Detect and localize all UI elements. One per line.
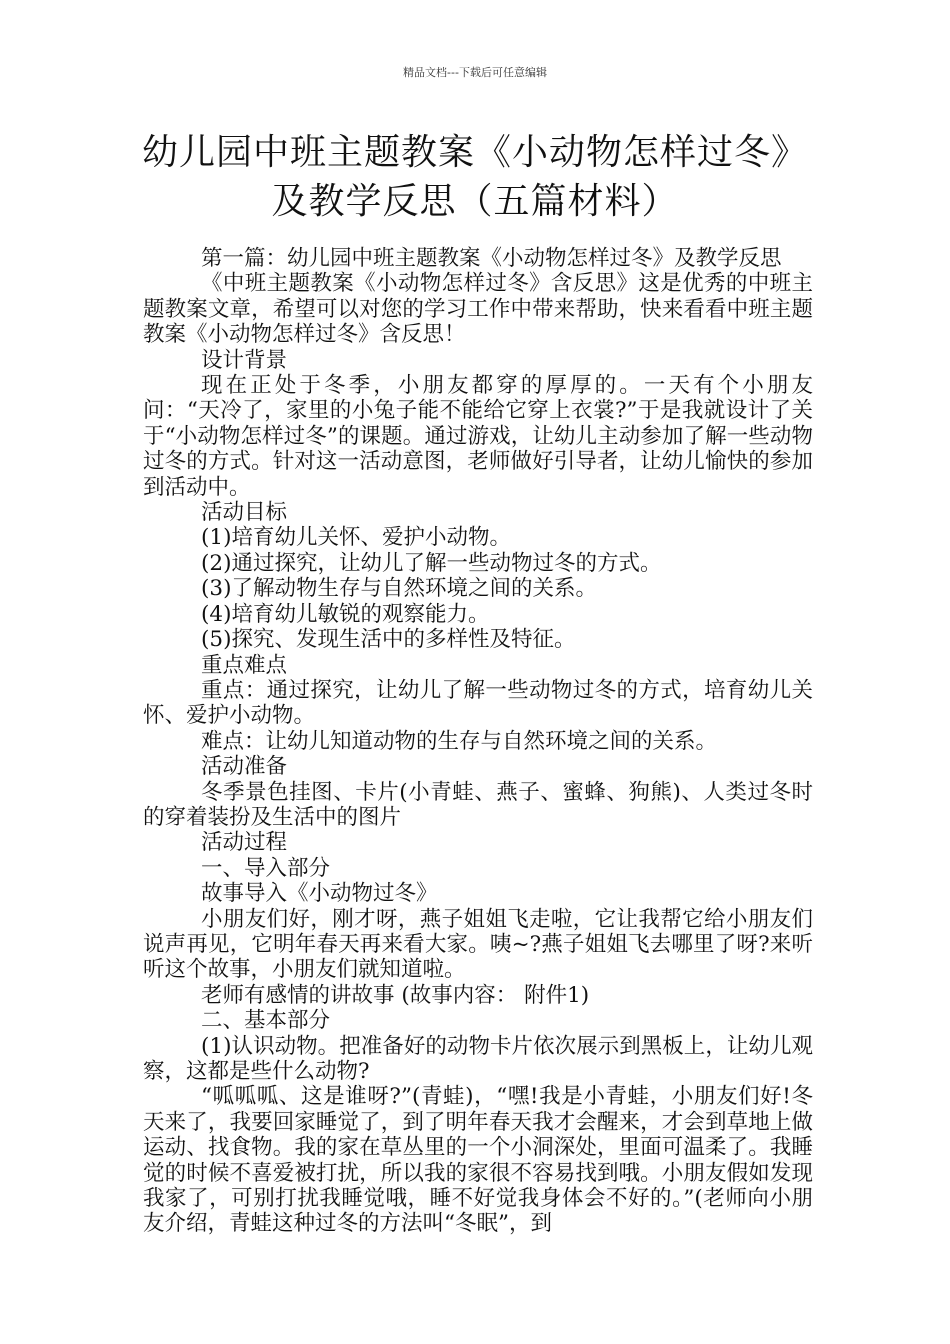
paragraph: 难点：让幼儿知道动物的生存与自然环境之间的关系。 — [201, 728, 718, 754]
section-heading: 活动目标 — [201, 500, 288, 526]
paragraph: 小朋友们好，刚才呀，燕子姐姐飞走啦，它让我帮它给小朋友们说声再见，它明年春天再来看大家。咦~?燕子姐姐飞去哪里了呀?来听听这个故事，小朋友们就知道啦。 — [143, 906, 813, 983]
section-heading: 重点难点 — [201, 652, 288, 678]
section-heading: 活动过程 — [201, 830, 288, 856]
section-heading: 设计背景 — [201, 347, 288, 373]
sub-heading: 一、导入部分 — [201, 855, 331, 881]
list-item: (1)培育幼儿关怀、爱护小动物。 — [201, 525, 512, 551]
paragraph: 第一篇：幼儿园中班主题教案《小动物怎样过冬》及教学反思 — [201, 246, 782, 271]
document-title-line-1: 幼儿园中班主题教案《小动物怎样过冬》 — [141, 132, 808, 173]
sub-heading: 二、基本部分 — [201, 1008, 331, 1034]
list-item: (5)探究、发现生活中的多样性及特征。 — [201, 627, 576, 653]
paragraph: “呱呱呱、这是谁呀?”(青蛙)，“嘿!我是小青蛙，小朋友们好!冬天来了，我要回家睡觉了，到了明年春天我才会醒来，才会到草地上做运动、找食物。我的家在草丛里的一个小洞深处，里面可温柔了。我睡觉的时候不喜爱被打扰，所以我的家很不容易找到哦。小朋友假如发现我家了，可别打扰我睡觉哦，睡不好觉我身体会不好的。”(老师向小朋友介绍，青蛙这种过冬的方法叫“冬眠”，到 — [143, 1084, 813, 1237]
page-header: 精品文档---下载后可任意编辑 — [403, 66, 547, 79]
section-heading: 活动准备 — [201, 754, 288, 780]
paragraph: 故事导入《小动物过冬》 — [201, 881, 438, 907]
paragraph: 重点：通过探究，让幼儿了解一些动物过冬的方式，培育幼儿关怀、爱护小动物。 — [143, 677, 813, 729]
paragraph: 现在正处于冬季，小朋友都穿的厚厚的。一天有个小朋友问：“天冷了，家里的小兔子能不能给它穿上衣裳?”于是我就设计了关于“小动物怎样过冬”的课题。通过游戏，让幼儿主动参加了解一些动物过冬的方式。针对这一活动意图，老师做好引导者，让幼儿愉快的参加到活动中。 — [143, 373, 813, 500]
paragraph: (1)认识动物。把准备好的动物卡片依次展示到黑板上，让幼儿观察，这都是些什么动物? — [143, 1033, 813, 1084]
document-title-line-2: 及教学反思（五篇材料） — [271, 181, 679, 222]
paragraph: 老师有感情的讲故事 (故事内容： 附件1) — [201, 982, 590, 1008]
list-item: (2)通过探究，让幼儿了解一些动物过冬的方式。 — [201, 550, 662, 576]
document-body — [143, 246, 813, 1237]
paragraph: 冬季景色挂图、卡片(小青蛙、燕子、蜜蜂、狗熊)、人类过冬时的穿着装扮及生活中的图片 — [143, 779, 813, 830]
list-item: (3)了解动物生存与自然环境之间的关系。 — [201, 576, 598, 602]
document-title — [95, 128, 855, 226]
list-item: (4)培育幼儿敏锐的观察能力。 — [201, 601, 490, 627]
paragraph: 《中班主题教案《小动物怎样过冬》含反思》这是优秀的中班主题教案文章，希望可以对您的学习工作中带来帮助，快来看看中班主题教案《小动物怎样过冬》含反思！ — [143, 271, 813, 348]
